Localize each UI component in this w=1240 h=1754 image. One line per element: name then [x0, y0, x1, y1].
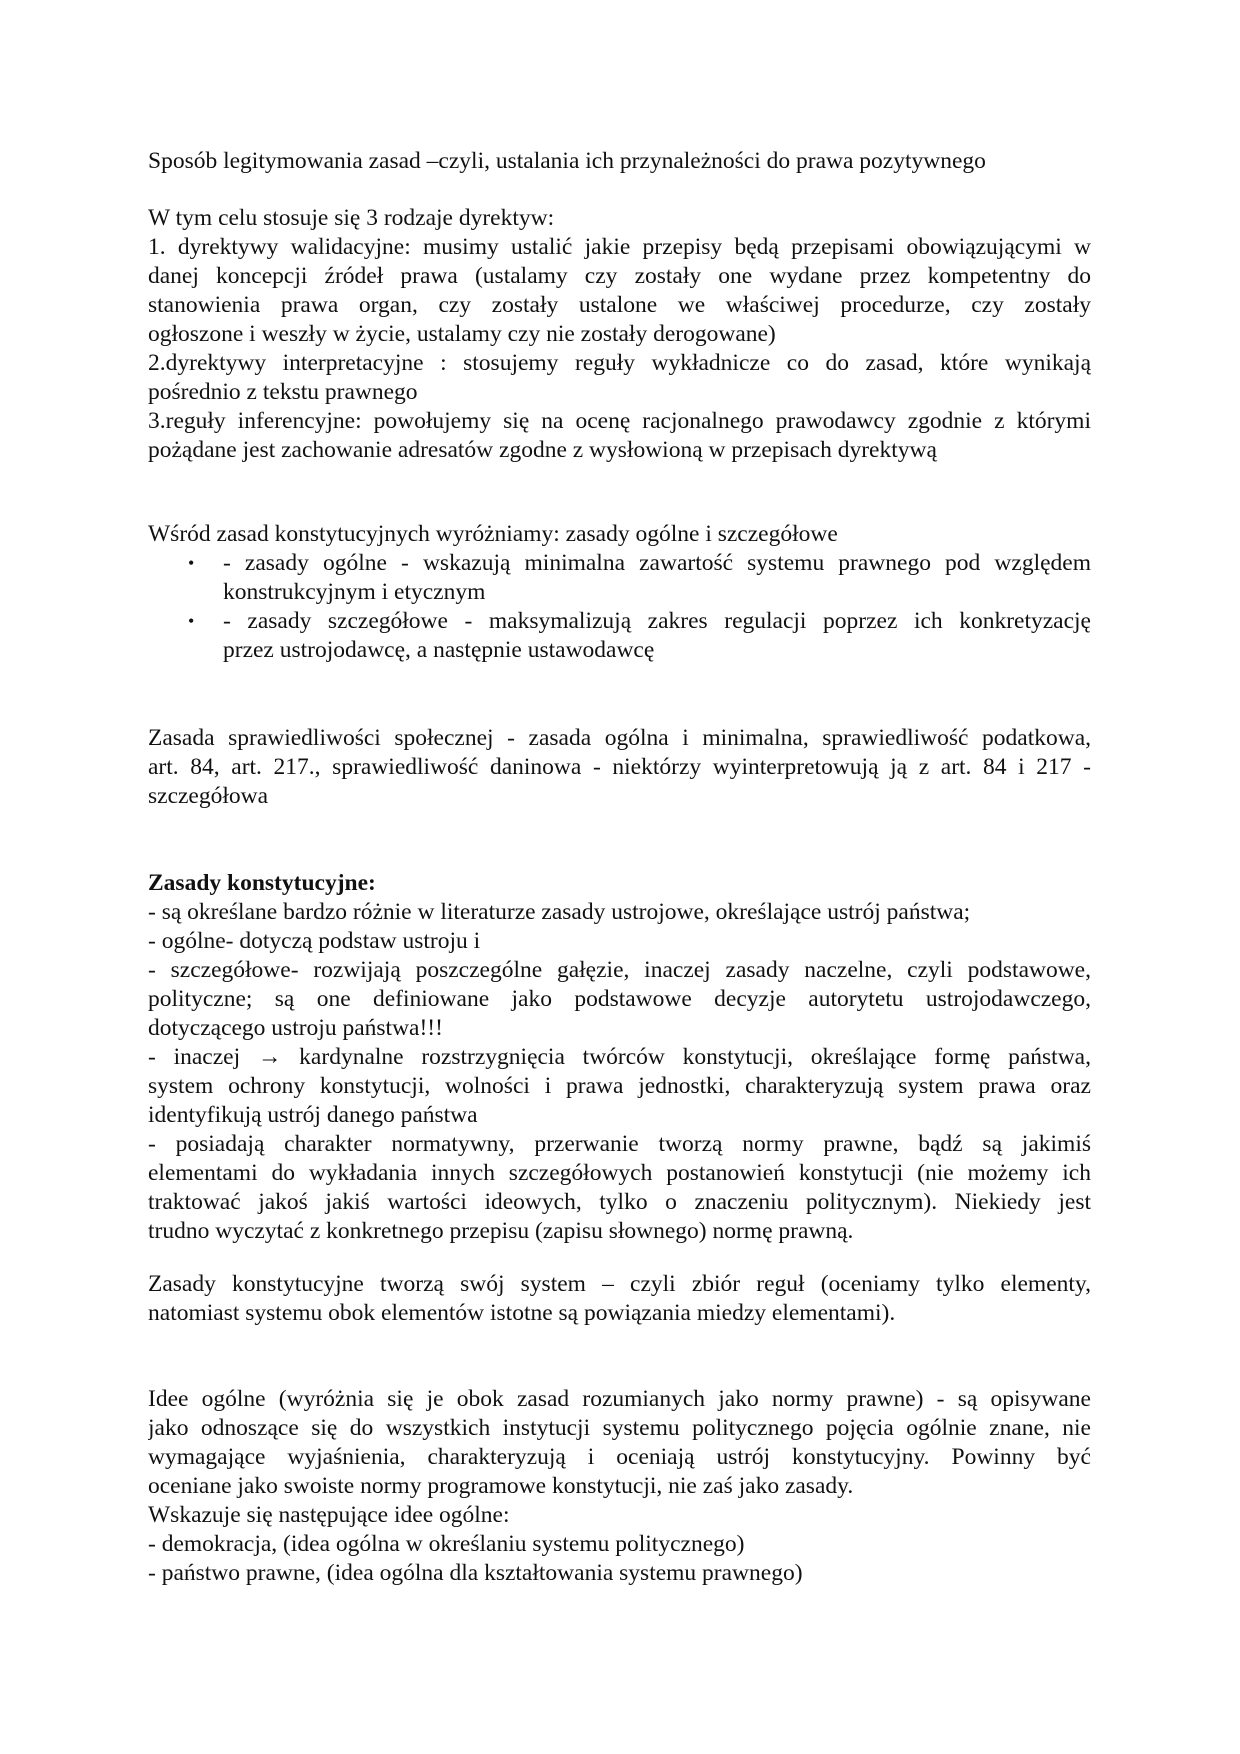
text-line	[148, 1130, 1091, 1159]
line-text: system ochrony konstytucji, wolności i prawa jednostki, charakteryzują system prawa oraz	[148, 1073, 1091, 1099]
text-line	[148, 378, 1091, 407]
line-text: Zasady konstytucyjne:	[148, 870, 376, 896]
system-paragraph	[148, 1270, 1091, 1328]
text-line	[148, 291, 1091, 320]
line-text: W tym celu stosuje się 3 rodzaje dyrektyw:	[148, 205, 555, 231]
line-text: Idee ogólne (wyróżnia się je obok zasad rozumianych jako normy prawne) - są opisywane	[148, 1386, 1091, 1412]
text-line	[148, 782, 1091, 811]
text-line	[148, 753, 1091, 782]
line-text: Sposób legitymowania zasad –czyli, ustalania ich przynależności do prawa pozytywnego	[148, 148, 986, 174]
text-line	[148, 407, 1091, 436]
text-line	[148, 898, 1091, 927]
line-text: - zasady ogólne - wskazują minimalna zawartość systemu prawnego pod względem	[223, 550, 1091, 576]
line-text: polityczne; są one definiowane jako podstawowe decyzje autorytetu ustrojodawczego,	[148, 986, 1091, 1012]
text-line	[148, 436, 1091, 465]
text-line	[148, 1501, 1091, 1530]
directives-paragraph	[148, 204, 1091, 465]
text-line	[148, 636, 1091, 665]
line-text: - zasady szczegółowe - maksymalizują zakres regulacji poprzez ich konkretyzację	[223, 608, 1091, 634]
text-line	[148, 1072, 1091, 1101]
title-paragraph	[148, 147, 1091, 176]
line-text: - są określane bardzo różnie w literaturze zasady ustrojowe, określające ustrój państwa;	[148, 899, 971, 925]
text-line	[148, 1414, 1091, 1443]
line-text: Zasada sprawiedliwości społecznej - zasada ogólna i minimalna, sprawiedliwość podatkowa,	[148, 725, 1091, 751]
line-text: pożądane jest zachowanie adresatów zgodne z wysłowioną w przepisach dyrektywą	[148, 437, 937, 463]
line-text: stanowienia prawa organ, czy zostały ustalone we właściwej procedurze, czy zostały	[148, 292, 1091, 318]
text-line	[148, 147, 1091, 176]
text-line	[148, 1443, 1091, 1472]
section-heading	[148, 869, 1091, 898]
constitutional-principles-paragraph	[148, 869, 1091, 1246]
text-line	[148, 1217, 1091, 1246]
text-line	[148, 233, 1091, 262]
line-text: - państwo prawne, (idea ogólna dla kształtowania systemu prawnego)	[148, 1560, 803, 1586]
line-text: - demokracja, (idea ogólna w określaniu systemu politycznego)	[148, 1531, 745, 1557]
bullet-list-item	[148, 607, 1091, 636]
bullet-list-item	[148, 549, 1091, 578]
line-text: - inaczej → kardynalne rozstrzygnięcia twórców konstytucji, określające formę państwa,	[148, 1044, 1091, 1070]
line-text: - posiadają charakter normatywny, przerwanie tworzą normy prawne, bądź są jakimiś	[148, 1131, 1091, 1157]
line-text: Zasady konstytucyjne tworzą swój system – czyli zbiór reguł (oceniamy tylko elementy,	[148, 1271, 1091, 1297]
line-text: art. 84, art. 217., sprawiedliwość daninowa - niektórzy wyinterpretowują ją z art. 84 i 217 -	[148, 754, 1091, 780]
text-line	[148, 956, 1091, 985]
line-text: trudno wyczytać z konkretnego przepisu (zapisu słownego) normę prawną.	[148, 1218, 854, 1244]
text-line	[148, 320, 1091, 349]
line-text: Wskazuje się następujące idee ogólne:	[148, 1502, 510, 1528]
line-text: 2.dyrektywy interpretacyjne : stosujemy reguły wykładnicze co do zasad, które wynikają	[148, 350, 1091, 376]
text-line	[148, 204, 1091, 233]
text-line	[148, 985, 1091, 1014]
line-text: 1. dyrektywy walidacyjne: musimy ustalić jakie przepisy będą przepisami obowiązującymi w	[148, 234, 1091, 260]
line-text: szczegółowa	[148, 783, 269, 809]
text-line	[148, 1159, 1091, 1188]
line-text: dotyczącego ustroju państwa!!!	[148, 1015, 443, 1041]
text-line	[148, 520, 1091, 549]
text-line	[148, 1299, 1091, 1328]
text-line	[148, 1043, 1091, 1072]
text-line	[148, 262, 1091, 291]
line-text: traktować jakoś jakiś wartości ideowych, tylko o znaczeniu politycznym). Niekiedy jest	[148, 1189, 1091, 1215]
text-line	[148, 1472, 1091, 1501]
line-text: ogłoszone i weszły w życie, ustalamy czy nie zostały derogowane)	[148, 321, 776, 347]
text-line	[148, 1385, 1091, 1414]
bullet-icon: •	[188, 611, 195, 631]
line-text: jako odnoszące się do wszystkich instytucji systemu politycznego pojęcia ogólnie znane, nie	[148, 1415, 1091, 1441]
text-line	[148, 1559, 1091, 1588]
text-line	[148, 927, 1091, 956]
text-line	[148, 578, 1091, 607]
line-text: przez ustrojodawcę, a następnie ustawodawcę	[223, 637, 655, 663]
text-line	[148, 724, 1091, 753]
line-text: Wśród zasad konstytucyjnych wyróżniamy: zasady ogólne i szczegółowe	[148, 521, 838, 547]
text-line	[148, 1188, 1091, 1217]
text-line	[148, 349, 1091, 378]
line-text: konstrukcyjnym i etycznym	[223, 579, 486, 605]
line-text: - ogólne- dotyczą podstaw ustroju i	[148, 928, 481, 954]
bullet-icon: •	[188, 553, 195, 573]
text-line	[148, 1270, 1091, 1299]
line-text: danej koncepcji źródeł prawa (ustalamy czy zostały one wydane przez kompetentny do	[148, 263, 1091, 289]
text-line	[148, 1101, 1091, 1130]
line-text: 3.reguły inferencyjne: powołujemy się na ocenę racjonalnego prawodawcy zgodnie z którymi	[148, 408, 1091, 434]
line-text: elementami do wykładania innych szczegółowych postanowień konstytucji (nie możemy ich	[148, 1160, 1091, 1186]
social-justice-paragraph	[148, 724, 1091, 811]
line-text: wymagające wyjaśnienia, charakteryzują i oceniają ustrój konstytucyjny. Powinny być	[148, 1444, 1091, 1470]
distinction-paragraph	[148, 520, 1091, 665]
general-ideas-paragraph	[148, 1385, 1091, 1588]
text-line	[148, 1530, 1091, 1559]
line-text: - szczegółowe- rozwijają poszczególne gałęzie, inaczej zasady naczelne, czyli podstawowe,	[148, 957, 1091, 983]
line-text: pośrednio z tekstu prawnego	[148, 379, 418, 405]
line-text: natomiast systemu obok elementów istotne są powiązania miedzy elementami).	[148, 1300, 896, 1326]
text-line	[148, 1014, 1091, 1043]
line-text: identyfikują ustrój danego państwa	[148, 1102, 478, 1128]
line-text: oceniane jako swoiste normy programowe konstytucji, nie zaś jako zasady.	[148, 1473, 854, 1499]
